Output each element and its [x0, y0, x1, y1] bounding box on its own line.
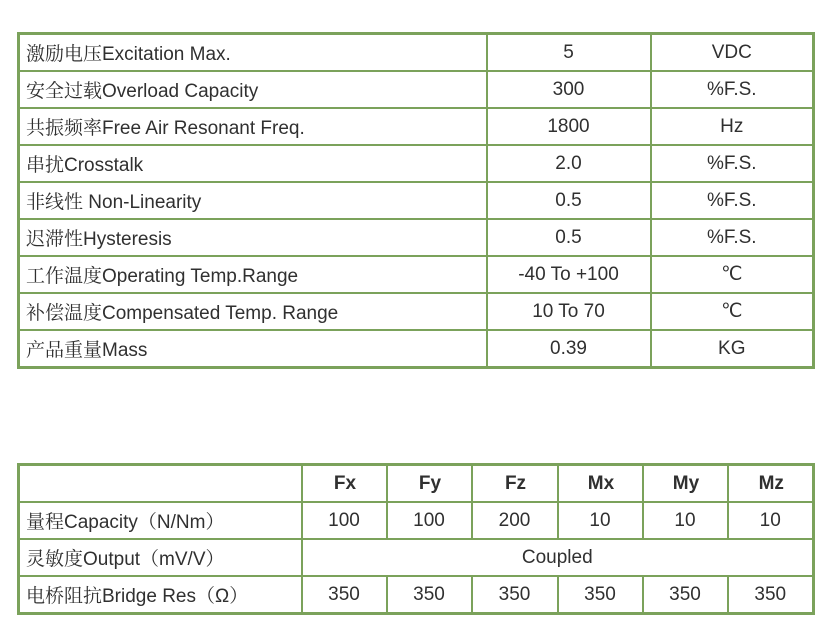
capacity-mz: 10 — [728, 502, 814, 539]
spec-value: 0.5 — [487, 219, 651, 256]
bridge-fz: 350 — [472, 576, 558, 614]
spec-value: 0.5 — [487, 182, 651, 219]
axis-row-label: 量程Capacity（N/Nm） — [19, 502, 302, 539]
spec-value: 0.39 — [487, 330, 651, 368]
spec-row-excitation — [19, 34, 814, 72]
spec-label: 补偿温度Compensated Temp. Range — [19, 293, 487, 330]
axis-row-output — [19, 539, 814, 576]
spec-value: 300 — [487, 71, 651, 108]
spec-value: 10 To 70 — [487, 293, 651, 330]
spec-label: 共振频率Free Air Resonant Freq. — [19, 108, 487, 145]
axis-table — [17, 463, 815, 615]
spec-unit: %F.S. — [651, 71, 814, 108]
bridge-mz: 350 — [728, 576, 814, 614]
bridge-mx: 350 — [558, 576, 643, 614]
axis-row-bridge-res — [19, 576, 814, 614]
bridge-fy: 350 — [387, 576, 472, 614]
spec-label: 产品重量Mass — [19, 330, 487, 368]
axis-col-fy: Fy — [387, 465, 472, 503]
bridge-my: 350 — [643, 576, 728, 614]
spec-row-mass — [19, 330, 814, 368]
spec-row-non-linearity — [19, 182, 814, 219]
capacity-fy: 100 — [387, 502, 472, 539]
spec-label: 串扰Crosstalk — [19, 145, 487, 182]
spec-unit: %F.S. — [651, 219, 814, 256]
spec-unit: Hz — [651, 108, 814, 145]
spec-label: 非线性 Non-Linearity — [19, 182, 487, 219]
spec-row-crosstalk — [19, 145, 814, 182]
axis-col-fx: Fx — [302, 465, 387, 503]
capacity-fx: 100 — [302, 502, 387, 539]
axis-col-mx: Mx — [558, 465, 643, 503]
spec-label: 工作温度Operating Temp.Range — [19, 256, 487, 293]
spec-unit: ℃ — [651, 256, 814, 293]
spec-row-resonant-freq — [19, 108, 814, 145]
axis-col-fz: Fz — [472, 465, 558, 503]
spec-label: 安全过载Overload Capacity — [19, 71, 487, 108]
spec-label: 激励电压Excitation Max. — [19, 34, 487, 72]
output-coupled-cell: Coupled — [302, 539, 814, 576]
axis-header-row — [19, 465, 814, 503]
capacity-mx: 10 — [558, 502, 643, 539]
spec-unit: KG — [651, 330, 814, 368]
spec-row-hysteresis — [19, 219, 814, 256]
spec-label: 迟滞性Hysteresis — [19, 219, 487, 256]
spec-table — [17, 32, 815, 369]
axis-col-mz: Mz — [728, 465, 814, 503]
spec-value: 2.0 — [487, 145, 651, 182]
capacity-my: 10 — [643, 502, 728, 539]
spec-row-operating-temp — [19, 256, 814, 293]
spec-unit: %F.S. — [651, 182, 814, 219]
spec-unit: ℃ — [651, 293, 814, 330]
spec-unit: %F.S. — [651, 145, 814, 182]
axis-col-my: My — [643, 465, 728, 503]
spec-row-overload — [19, 71, 814, 108]
bridge-fx: 350 — [302, 576, 387, 614]
spec-row-compensated-temp — [19, 293, 814, 330]
spec-value: -40 To +100 — [487, 256, 651, 293]
axis-corner-cell — [19, 465, 302, 503]
axis-row-label: 电桥阻抗Bridge Res（Ω） — [19, 576, 302, 614]
capacity-fz: 200 — [472, 502, 558, 539]
spec-value: 1800 — [487, 108, 651, 145]
axis-row-label: 灵敏度Output（mV/V） — [19, 539, 302, 576]
axis-row-capacity — [19, 502, 814, 539]
spec-value: 5 — [487, 34, 651, 72]
spec-unit: VDC — [651, 34, 814, 72]
